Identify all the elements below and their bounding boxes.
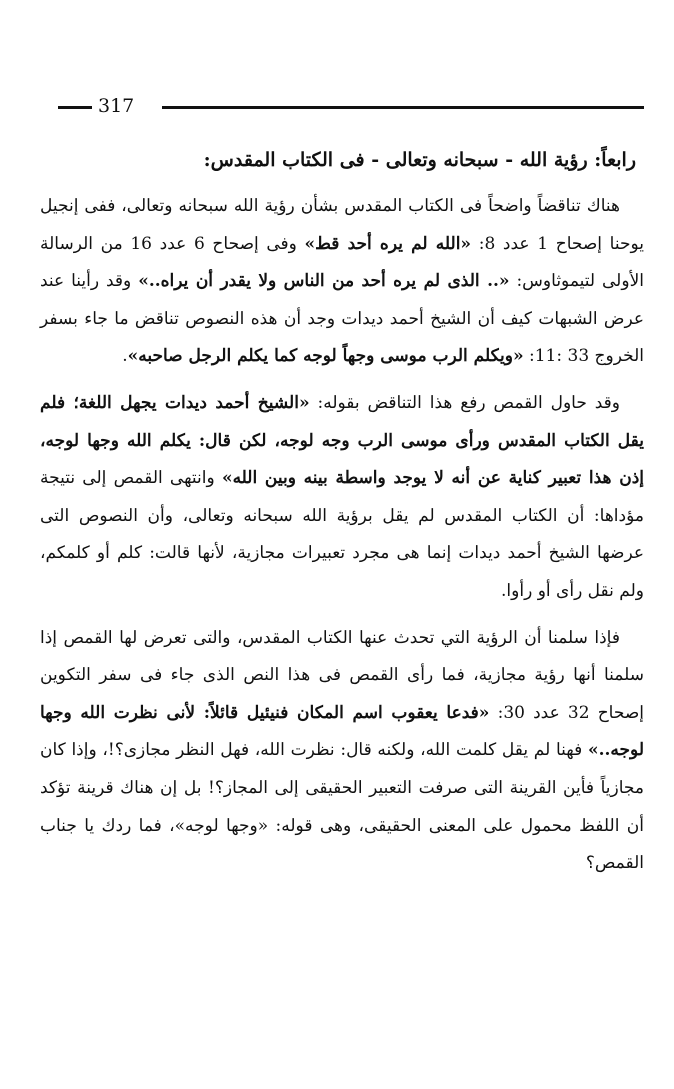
- quote-genesis: «فدعا يعقوب اسم المكان فنيئيل قائلاً: لأنى نظرت الله وجها لوجه..»: [40, 702, 644, 761]
- paragraph-3-text-2: فهنا لم يقل كلمت الله، ولكنه قال: نظرت الله، فهل النظر مجازى؟!، وإذا كان مجازياً فأين القرينة التى صرفت التعبير الحقيقى إلى المجاز؟! بل إن هناك قرينة تؤكد أن اللفظ محمول على المعنى الحقيقى، وهى قوله: «وجها لوجه»، فما ردك يا جناب القمص؟: [40, 740, 644, 874]
- paragraph-2-text-2: وانتهى القمص إلى نتيجة مؤداها: أن الكتاب المقدس لم يقل برؤية الله سبحانه وتعالى، وأن النصوص التى عرضها الشيخ أحمد ديدات إنما هى مجرد تعبيرات مجازية، لأنها قالت: كلم أو كلمكم، ولم نقل رأى أو رأوا.: [40, 468, 644, 601]
- paragraph-2-text-1: وقد حاول القمص رفع هذا التناقض بقوله:: [309, 392, 621, 413]
- page-header: [40, 92, 644, 120]
- paragraph-1-text-2: وفى إصحاح 6 عدد 16 من الرسالة الأولى لتيموثاوس:: [40, 233, 644, 292]
- header-rule-long: [162, 106, 644, 109]
- paragraph-1: [40, 188, 644, 376]
- page-number: 317: [98, 95, 135, 117]
- quote-exodus: «ويكلم الرب موسى وجهاً لوجه كما يكلم الرجل صاحبه»: [127, 346, 524, 367]
- quote-timothy: «.. الذى لم يره أحد من الناس ولا يقدر أن يراه..»: [138, 271, 510, 292]
- quote-john: «الله لم يره أحد قط»: [304, 233, 472, 254]
- paragraph-1-text-1: هناك تناقضاً واضحاً فى الكتاب المقدس بشأن رؤية الله سبحانه وتعالى، ففى إنجيل يوحنا إصحاح 1 عدد 8:: [40, 196, 644, 254]
- section-heading: رابعاً: رؤية الله - سبحانه وتعالى - فى الكتاب المقدس:: [203, 149, 636, 171]
- header-rule-short: [58, 106, 92, 109]
- paragraph-3-text-1: فإذا سلمنا أن الرؤية التي تحدث عنها الكتاب المقدس، والتى تعرض لها القمص إذا سلمنا أنها رؤية مجازية، فما رأى القمص فى هذا النص الذى جاء فى سفر التكوين إصحاح 32 عدد 30:: [40, 627, 644, 723]
- paragraph-1-text-4: .: [122, 346, 128, 367]
- paragraph-3: [40, 620, 644, 883]
- paragraph-1-text-3: وقد رأينا عند عرض الشبهات كيف أن الشيخ أحمد ديدات وجد أن هذه النصوص تناقض ما جاء بسفر الخروج 33 :11:: [40, 271, 644, 367]
- paragraph-2: [40, 385, 644, 611]
- quote-hegumen: «الشيخ أحمد ديدات يجهل اللغة؛ فلم يقل الكتاب المقدس ورأى موسى الرب وجه لوجه، لكن قال: يكلم الله وجها لوجه، إذن هذا تعبير كناية عن أنه لا يوجد واسطة بينه وبين الله»: [40, 392, 644, 489]
- page-body: [40, 140, 644, 892]
